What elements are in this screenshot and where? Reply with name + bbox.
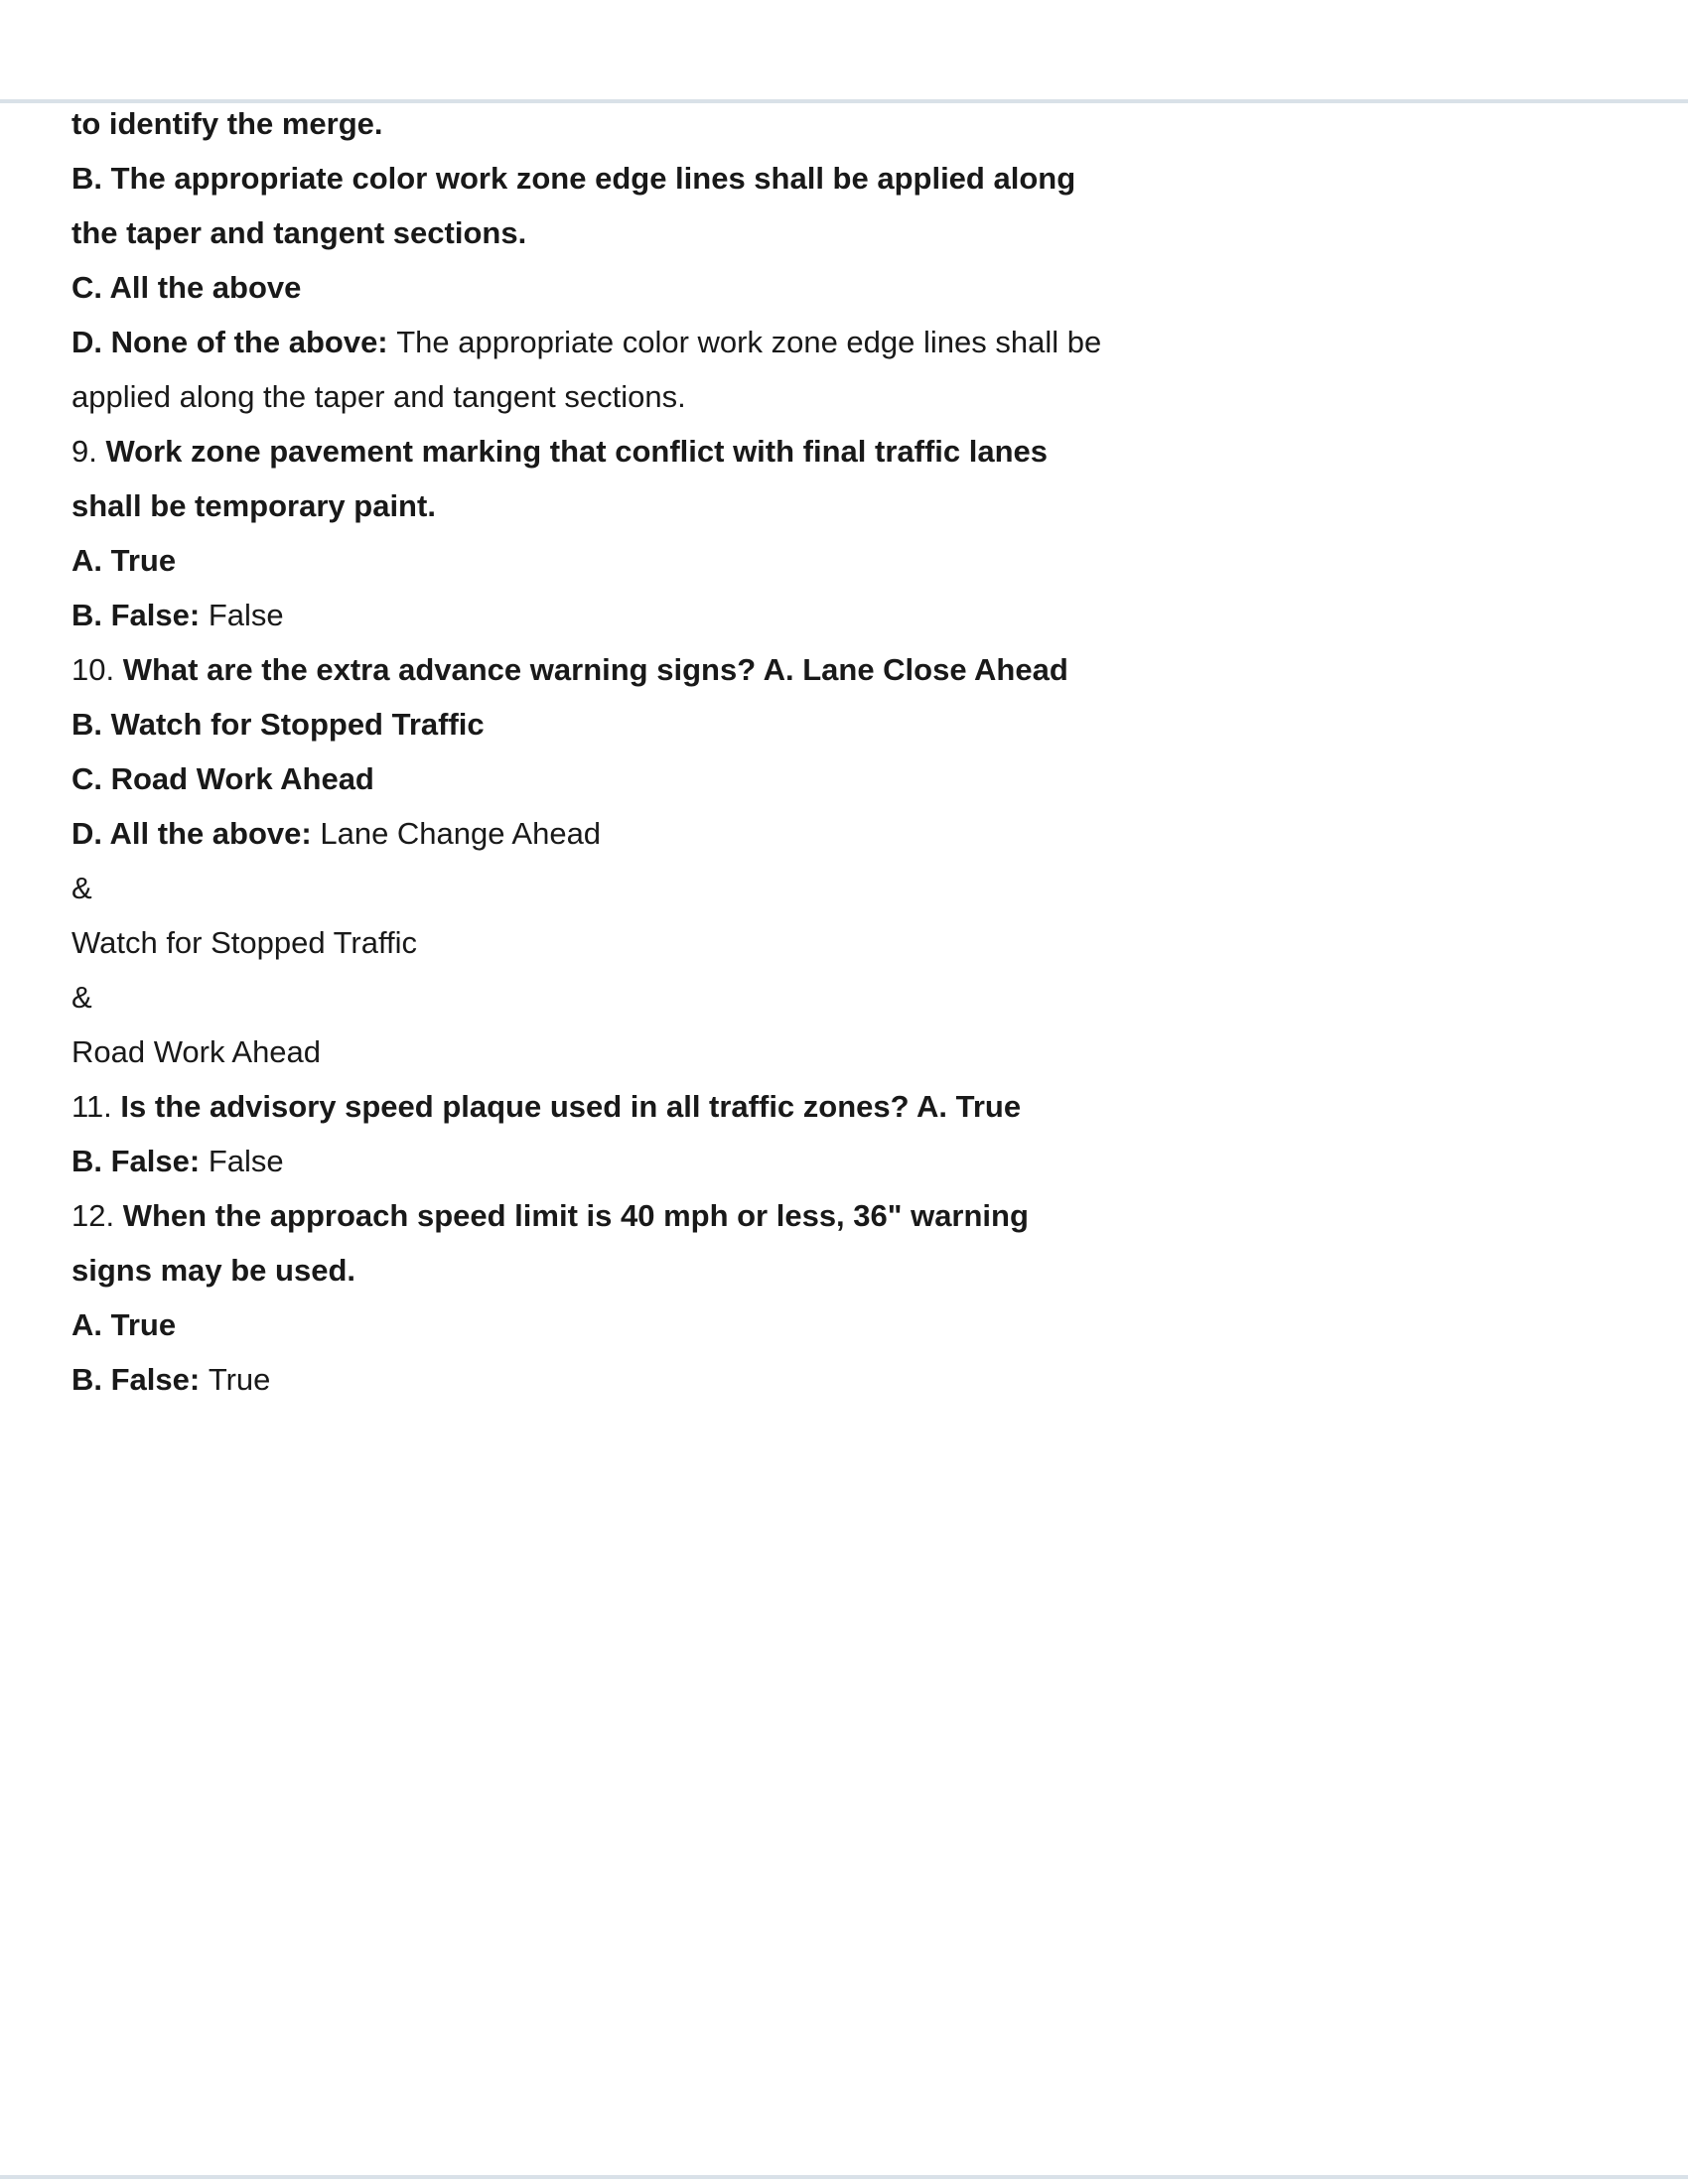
text-line: [71, 806, 1648, 861]
text-segment: Is the advisory speed plaque used in all traffic zones? A. True: [120, 1089, 1022, 1124]
text-segment: B. Watch for Stopped Traffic: [71, 707, 485, 742]
text-segment: C. All the above: [71, 270, 302, 305]
text-segment: False: [208, 598, 284, 632]
text-line: [71, 478, 1648, 533]
bottom-divider-rule: [0, 2175, 1688, 2179]
text-segment: the taper and tangent sections.: [71, 215, 527, 250]
document-text-body: [71, 96, 1648, 1407]
text-line: [71, 533, 1648, 588]
text-line: [71, 915, 1648, 970]
text-segment: &: [71, 871, 92, 905]
text-line: [71, 1243, 1648, 1297]
text-segment: 12.: [71, 1198, 123, 1233]
text-line: [71, 205, 1648, 260]
text-segment: Watch for Stopped Traffic: [71, 925, 418, 960]
text-segment: When the approach speed limit is 40 mph or less, 36" warning: [122, 1198, 1029, 1233]
text-line: [71, 642, 1648, 697]
text-line: [71, 1024, 1648, 1079]
text-line: [71, 1297, 1648, 1352]
text-segment: Work zone pavement marking that conflict with final traffic lanes: [105, 434, 1049, 469]
text-segment: B. The appropriate color work zone edge lines shall be applied along: [71, 161, 1076, 196]
text-line: [71, 1079, 1648, 1134]
text-line: [71, 970, 1648, 1024]
text-segment: D. None of the above:: [71, 325, 397, 359]
text-segment: Lane Change Ahead: [320, 816, 602, 851]
text-segment: A. True: [71, 1307, 177, 1342]
text-line: [71, 588, 1648, 642]
text-line: [71, 1134, 1648, 1188]
text-segment: &: [71, 980, 92, 1015]
text-segment: Road Work Ahead: [71, 1034, 322, 1069]
text-line: [71, 315, 1648, 369]
text-segment: shall be temporary paint.: [71, 488, 436, 523]
text-segment: C. Road Work Ahead: [71, 761, 374, 796]
text-segment: B. False:: [71, 598, 209, 632]
text-segment: What are the extra advance warning signs? A. Lane Close Ahead: [122, 652, 1068, 687]
text-line: [71, 424, 1648, 478]
text-line: [71, 697, 1648, 751]
text-segment: The appropriate color work zone edge lines shall be: [396, 325, 1102, 359]
text-line: [71, 861, 1648, 915]
text-segment: True: [208, 1362, 271, 1397]
text-line: [71, 369, 1648, 424]
text-line: [71, 751, 1648, 806]
text-line: [71, 151, 1648, 205]
text-segment: applied along the taper and tangent sections.: [71, 379, 686, 414]
text-segment: 9.: [71, 434, 106, 469]
text-segment: 10.: [71, 652, 123, 687]
text-segment: signs may be used.: [71, 1253, 355, 1288]
text-line: [71, 260, 1648, 315]
text-segment: 11.: [71, 1089, 121, 1124]
text-line: [71, 1352, 1648, 1407]
text-segment: D. All the above:: [71, 816, 321, 851]
text-segment: B. False:: [71, 1362, 209, 1397]
text-segment: A. True: [71, 543, 177, 578]
text-segment: to identify the merge.: [71, 106, 383, 141]
text-line: [71, 96, 1648, 151]
text-line: [71, 1188, 1648, 1243]
text-segment: False: [208, 1144, 284, 1178]
text-segment: B. False:: [71, 1144, 209, 1178]
